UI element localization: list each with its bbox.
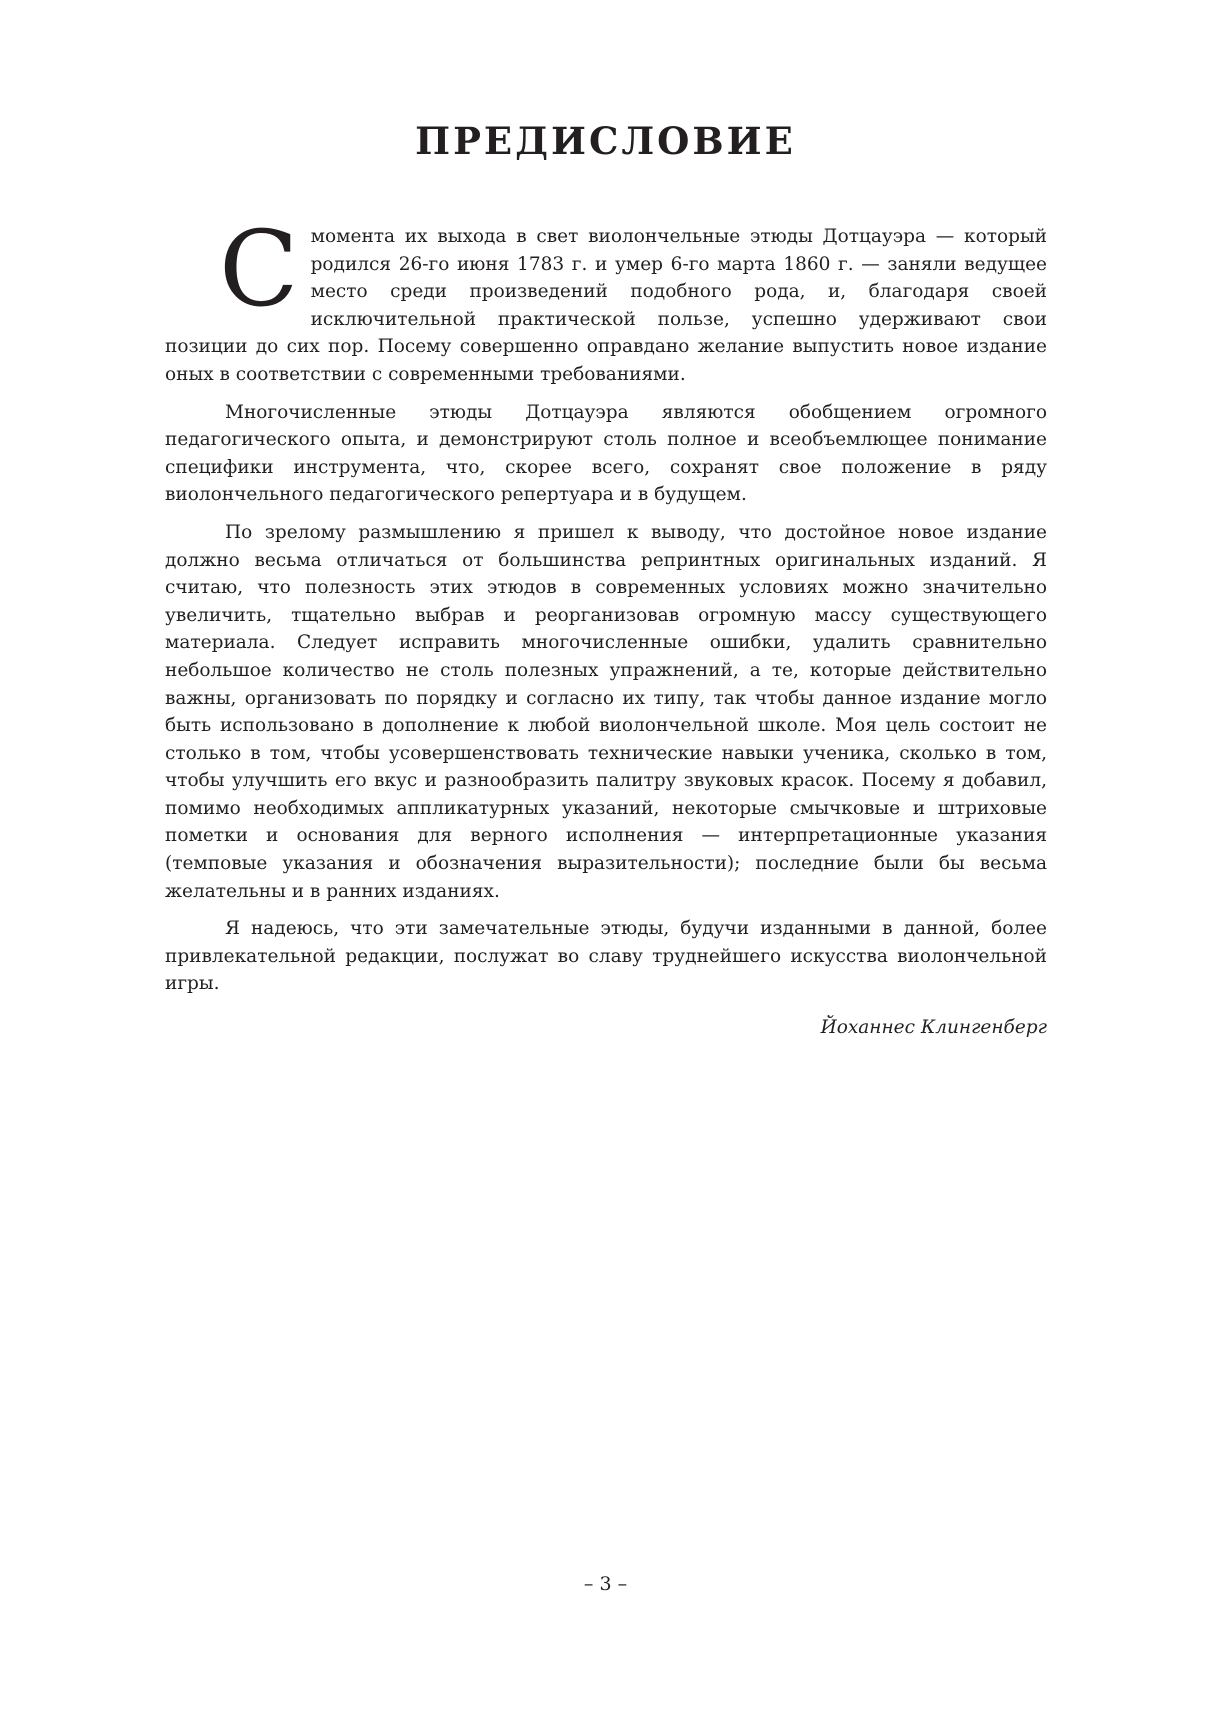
page-number: – 3 – (583, 1573, 628, 1595)
preface-body (165, 208, 1047, 1042)
paragraph-1 (165, 208, 1047, 389)
paragraph-1-text: момента их выхода в свет виолончельные этюды Дотцауэра — который родился 26-го июня 1783 г. и умер 6-го марта 1860 г. — заняли ведущее место среди произведений подобного рода, и, благодаря своей исключительной практической пользе, успешно удерживают свои позиции до сих пор. Посему совершенно оправдано желание выпустить новое издание оных в соответствии с современными требованиями. (165, 226, 1047, 385)
paragraph-3: По зрелому размышлению я пришел к выводу, что достойное новое издание должно весьма отличаться от большинства репринтных оригинальных изданий. Я считаю, что полезность этих этюдов в современных условиях можно значительно увеличить, тщательно выбрав и реорганизовав огромную массу существующего материала. Следует исправить многочисленные ошибки, удалить сравнительно небольшое количество не столь полезных упражнений, а те, которые действительно важны, организовать по порядку и согласно их типу, так чтобы данное издание могло быть использовано в дополнение к любой виолончельной школе. Моя цель состоит не столько в том, чтобы усовершенствовать технические навыки ученика, сколько в том, чтобы улучшить его вкус и разнообразить палитру звуковых красок. Посему я добавил, помимо необходимых аппликатурных указаний, некоторые смычковые и штриховые пометки и основания для верного исполнения — интерпретационные указания (темповые указания и обозначения выразительности); последние были бы весьма желательны и в ранних изданиях. (165, 521, 1047, 902)
paragraph-4: Я надеюсь, что эти замечательные этюды, будучи изданными в данной, более привлекательной редакции, послужат во славу труднейшего искусства виолончельной игры. (165, 918, 1047, 995)
page-title: ПРЕДИСЛОВИЕ (415, 119, 796, 163)
author-signature: Йоханнес Клингенберг (820, 1017, 1047, 1039)
drop-cap: С (219, 208, 299, 330)
paragraph-2: Многочисленные этюды Дотцауэра являются обобщением огромного педагогического опыта, и демонстрируют столь полное и всеобъемлющее понимание специфики инструмента, что, скорее всего, сохранят свое положение в ряду виолончельного педагогического репертуара и в будущем. (165, 401, 1047, 506)
